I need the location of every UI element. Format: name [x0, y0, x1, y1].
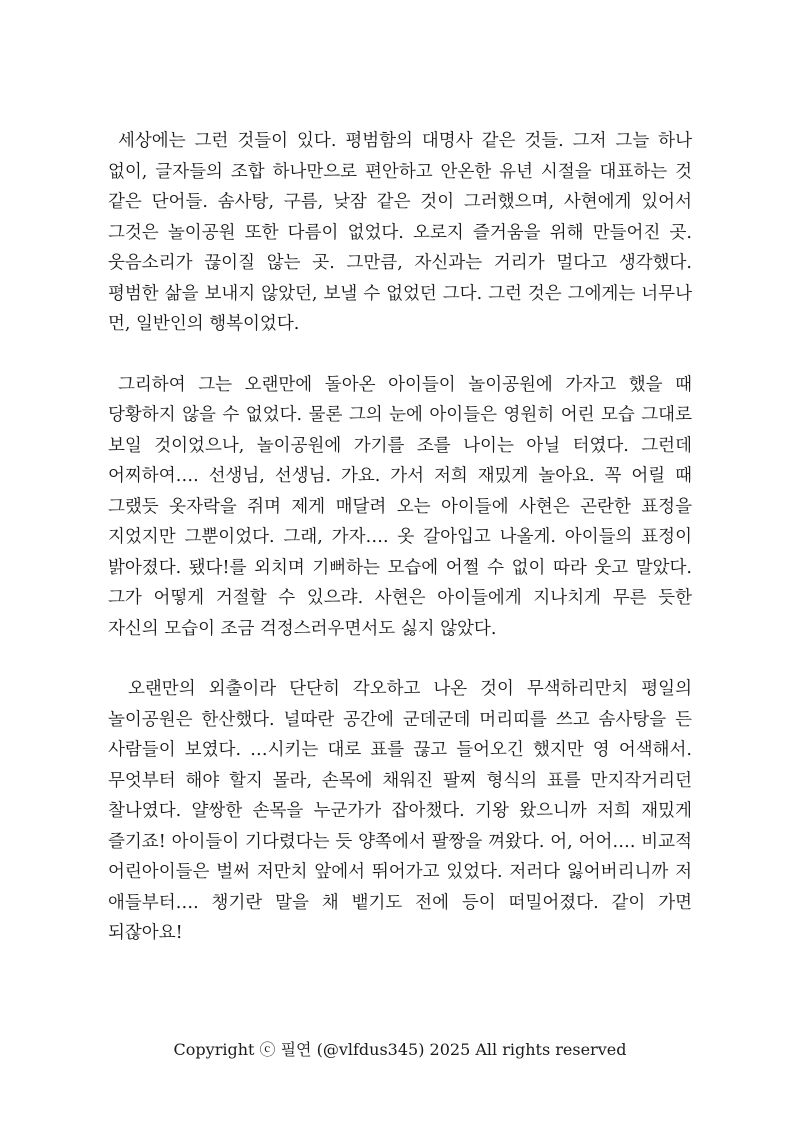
paragraph-1: 세상에는 그런 것들이 있다. 평범함의 대명사 같은 것들. 그저 그늘 하나 없이, 글자들의 조합 하나만으로 편안하고 안온한 유년 시절을 대표하는 것 같은 단어들. 솜사탕, 구름, 낮잠 같은 것이 그러했으며, 사현에게 있어서 그것은 놀이공원 또한 다름이 없었다. 오로지 즐거움을 위해 만들어진 곳. 웃음소리가 끊이질 않는 곳. 그만큼, 자신과는 거리가 멀다고 생각했다. 평범한 삶을 보내지 않았던, 보낼 수 없었던 그다. 그런 것은 그에게는 너무나 먼, 일반인의 행복이었다. — [108, 131, 692, 334]
copyright-footer: Copyright ⓒ 필연 (@vlfdus345) 2025 All rights reserved — [173, 1040, 627, 1059]
paragraph-3: 오랜만의 외출이라 단단히 각오하고 나온 것이 무색하리만치 평일의 놀이공원은 한산했다. 널따란 공간에 군데군데 머리띠를 쓰고 솜사탕을 든 사람들이 보였다. …시키는 대로 표를 끊고 들어오긴 했지만 영 어색해서. 무엇부터 해야 할지 몰라, 손목에 채워진 팔찌 형식의 표를 만지작거리던 찰나였다. 얄쌍한 손목을 누군가가 잡아챘다. 기왕 왔으니까 저희 재밌게 즐기죠! 아이들이 기다렸다는 듯 양쪽에서 팔짱을 껴왔다. 어, 어어…. 비교적 어린아이들은 벌써 저만치 앞에서 뛰어가고 있었다. 저러다 잃어버리니까 저 애들부터…. 챙기란 말을 채 뱉기도 전에 등이 떠밀어졌다. 같이 가면 되잖아요! — [108, 679, 692, 943]
paragraph-2: 그리하여 그는 오랜만에 돌아온 아이들이 놀이공원에 가자고 했을 때 당황하지 않을 수 없었다. 물론 그의 눈에 아이들은 영원히 어린 모습 그대로 보일 것이었으나, 놀이공원에 가기를 조를 나이는 아닐 터였다. 그런데 어찌하여…. 선생님, 선생님. 가요. 가서 저희 재밌게 놀아요. 꼭 어릴 때 그랬듯 옷자락을 쥐며 제게 매달려 오는 아이들에 사현은 곤란한 표정을 지었지만 그뿐이었다. 그래, 가자…. 옷 갈아입고 나올게. 아이들의 표정이 밝아졌다. 됐다!를 외치며 기뻐하는 모습에 어쩔 수 없이 따라 웃고 말았다. 그가 어떻게 거절할 수 있으랴. 사현은 아이들에게 지나치게 무른 듯한 자신의 모습이 조금 걱정스러우면서도 싫지 않았다. — [108, 374, 692, 639]
body-text — [108, 126, 692, 949]
